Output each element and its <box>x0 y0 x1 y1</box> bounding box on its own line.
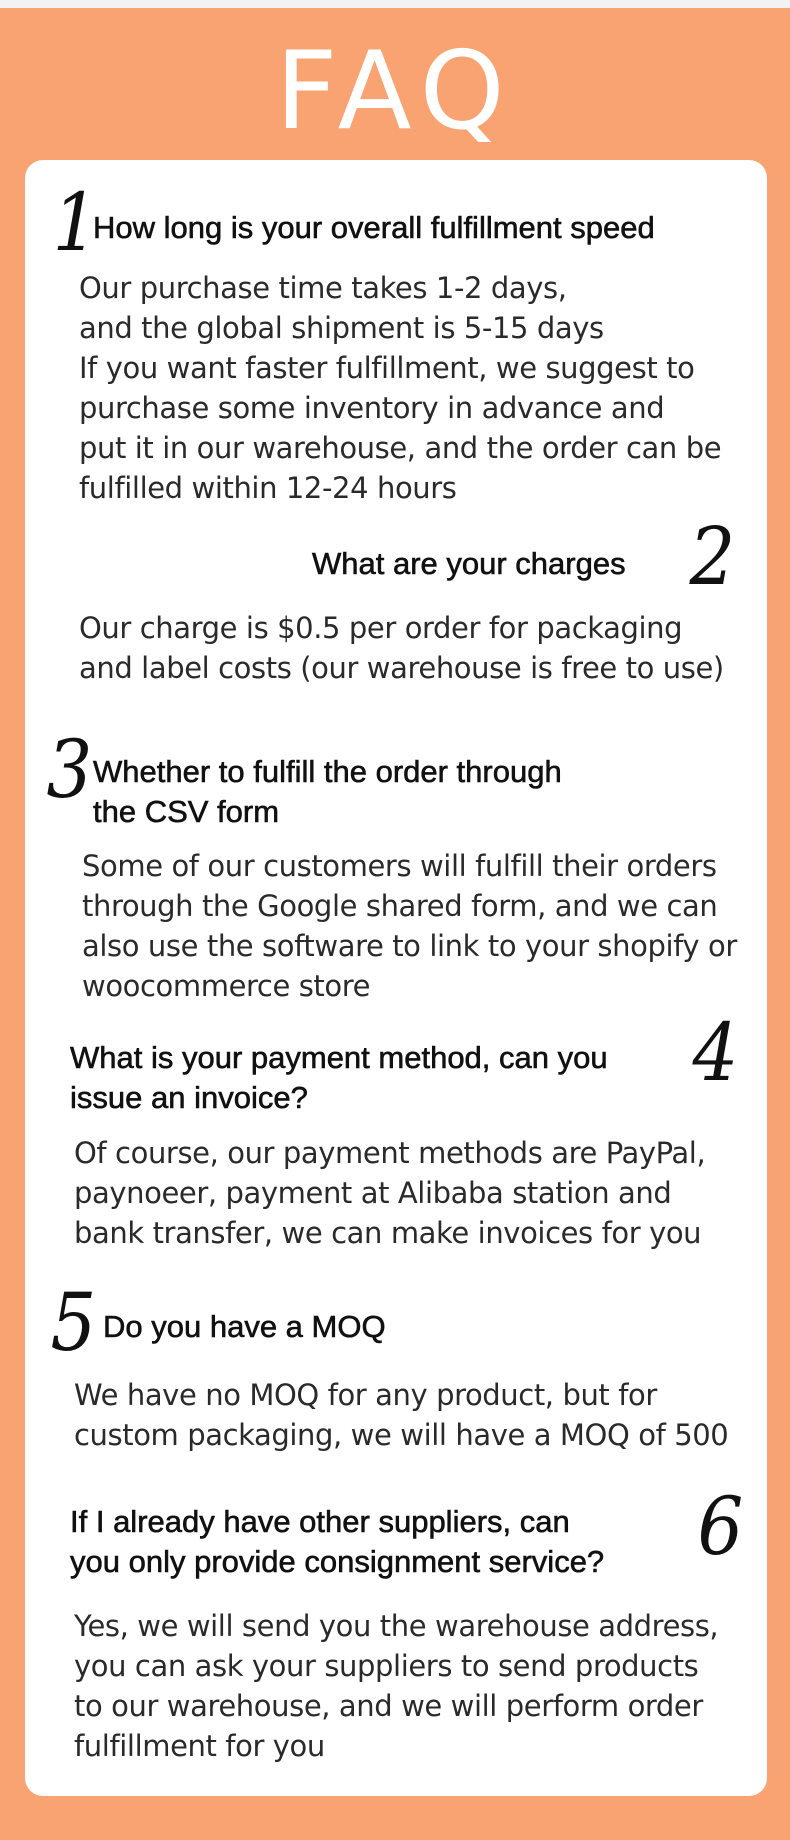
faq-answer-line: Some of our customers will fulfill their orders <box>82 849 717 883</box>
faq-answer-line: through the Google shared form, and we can <box>82 889 718 923</box>
faq-answer-line: Our charge is $0.5 per order for packaging <box>79 611 683 645</box>
faq-question-3 <box>93 752 562 832</box>
faq-answer-line: We have no MOQ for any product, but for <box>74 1378 657 1412</box>
page-title: FAQ <box>275 29 515 154</box>
faq-question-line: you only provide consignment service? <box>70 1544 605 1579</box>
faq-answer-line: purchase some inventory in advance and <box>79 391 665 425</box>
faq-answer-line: put it in our warehouse, and the order can be <box>79 431 722 465</box>
faq-question-line: Do you have a MOQ <box>103 1309 386 1344</box>
faq-question-1 <box>93 208 655 248</box>
faq-answer-line: Of course, our payment methods are PayPal, <box>74 1136 706 1170</box>
faq-number-2: 2 <box>689 510 736 603</box>
faq-answer-5 <box>74 1375 728 1455</box>
faq-question-line: Whether to fulfill the order through <box>93 754 562 789</box>
faq-question-6 <box>70 1502 604 1582</box>
faq-answer-line: bank transfer, we can make invoices for you <box>74 1216 702 1250</box>
faq-question-line: What is your payment method, can you <box>70 1040 608 1075</box>
faq-question-line: issue an invoice? <box>70 1080 308 1115</box>
faq-question-4 <box>70 1038 608 1118</box>
faq-answer-line: you can ask your suppliers to send products <box>74 1649 699 1683</box>
faq-answer-line: woocommerce store <box>82 969 371 1003</box>
faq-answer-line: fulfilled within 12-24 hours <box>79 471 457 505</box>
faq-answer-line: custom packaging, we will have a MOQ of 500 <box>74 1418 729 1452</box>
faq-question-line: What are your charges <box>312 546 626 581</box>
faq-question-2 <box>312 544 626 584</box>
faq-number-1: 1 <box>52 176 99 269</box>
faq-number-6: 6 <box>697 1480 744 1573</box>
faq-answer-line: and the global shipment is 5-15 days <box>79 311 604 345</box>
faq-answer-line: and label costs (our warehouse is free to use) <box>79 651 724 685</box>
faq-answer-1 <box>79 268 721 508</box>
faq-answer-2 <box>79 608 724 688</box>
faq-answer-line: paynoeer, payment at Alibaba station and <box>74 1176 672 1210</box>
faq-answer-6 <box>74 1606 718 1766</box>
faq-number-4: 4 <box>692 1006 739 1099</box>
faq-answer-line: If you want faster fulfillment, we suggest to <box>79 351 695 385</box>
faq-number-5: 5 <box>50 1276 97 1369</box>
faq-answer-line: also use the software to link to your shopify or <box>82 929 737 963</box>
faq-question-line: the CSV form <box>93 794 280 829</box>
top-band <box>0 0 790 8</box>
faq-question-line: If I already have other suppliers, can <box>70 1504 570 1539</box>
faq-answer-line: fulfillment for you <box>74 1729 325 1763</box>
faq-question-5 <box>103 1307 386 1347</box>
faq-answer-line: to our warehouse, and we will perform order <box>74 1689 703 1723</box>
faq-number-3: 3 <box>46 723 93 816</box>
faq-answer-4 <box>74 1133 705 1253</box>
faq-answer-line: Our purchase time takes 1-2 days, <box>79 271 567 305</box>
faq-question-line: How long is your overall fulfillment speed <box>93 210 655 245</box>
faq-answer-3 <box>82 846 737 1006</box>
faq-answer-line: Yes, we will send you the warehouse address, <box>74 1609 719 1643</box>
